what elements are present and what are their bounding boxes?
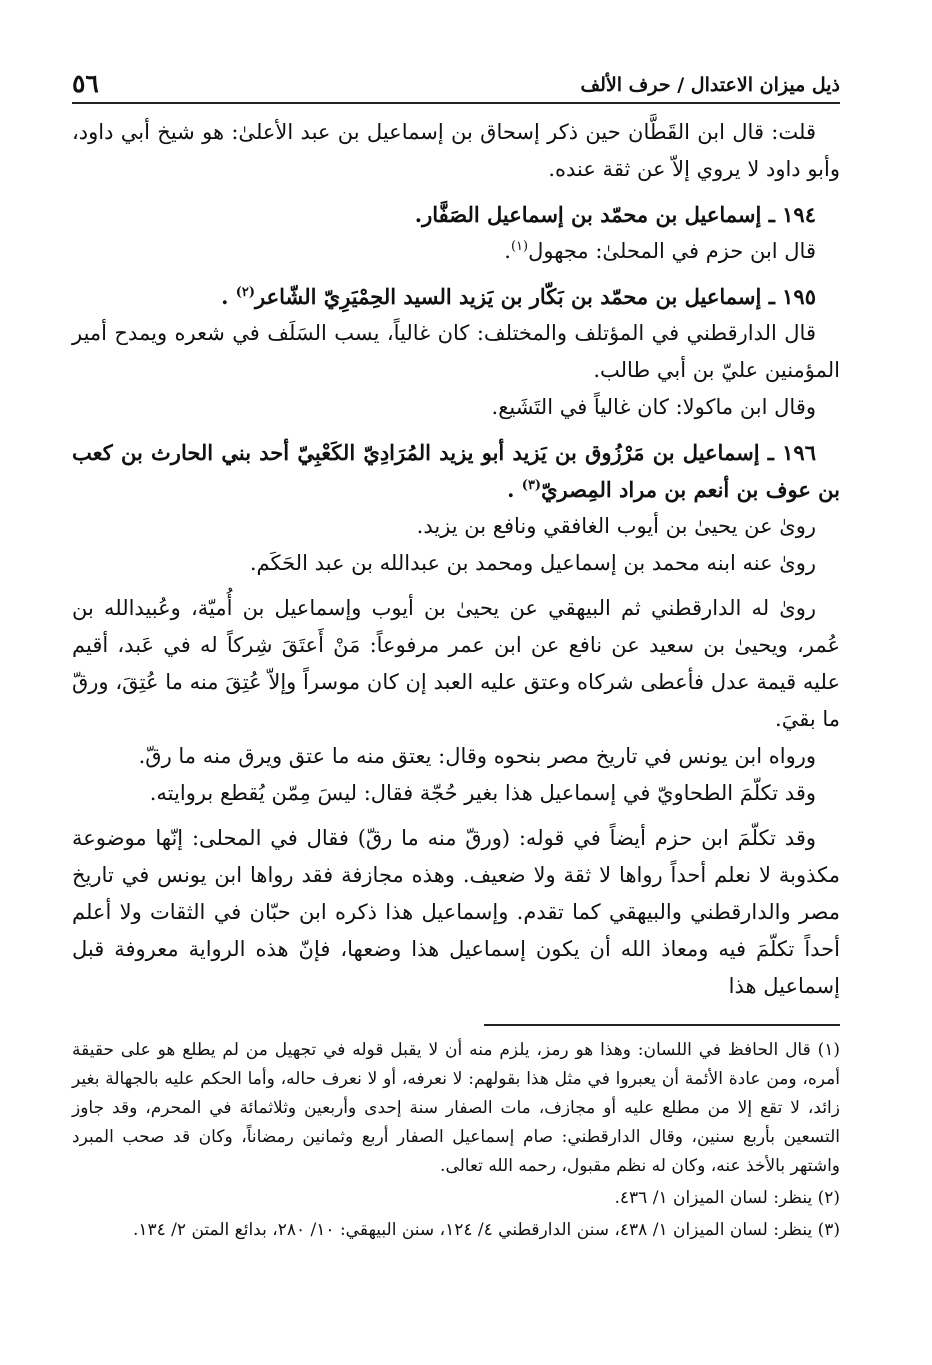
entry-196-heading bbox=[72, 434, 840, 508]
punctuation: . bbox=[221, 284, 229, 309]
paragraph: روىٰ عن يحيىٰ بن أيوب الغافقي ونافع بن يزيد. bbox=[416, 514, 816, 538]
entry-number: ١٩٤ ـ bbox=[768, 202, 816, 227]
entry-number: ١٩٦ ـ bbox=[767, 440, 816, 465]
page-number: ٥٦ bbox=[72, 69, 99, 98]
paragraph: روىٰ عنه ابنه محمد بن إسماعيل ومحمد بن عبدالله بن عبد الحَكَم. bbox=[249, 551, 816, 575]
running-title: ذيل ميزان الاعتدال / حرف الألف bbox=[580, 74, 840, 96]
paragraph: ورواه ابن يونس في تاريخ مصر بنحوه وقال: يعتق منه ما عتق ويرق منه ما رقّ. bbox=[138, 744, 816, 768]
paragraph: قال الدارقطني في المؤتلف والمختلف: كان غالياً، يسب السَلَف في شعره ويمدح أمير المؤمنين عليّ بن أبي طالب. bbox=[72, 321, 840, 382]
main-text bbox=[72, 114, 840, 1005]
entry-195-heading bbox=[72, 278, 840, 315]
paragraph-text: قال ابن حزم في المحلىٰ: مجهول bbox=[528, 239, 816, 263]
paragraph: وقد تكلّمَ ابن حزم أيضاً في قوله: (ورقّ منه ما رقّ) فقال في المحلى: إنّها موضوعة مكذوبة لا نعلم أحداً رواها لا ثقة ولا ضعيف. وهذه مجازفة فقد رواها ابن يونس في تاريخ مصر والدارقطني والبيهقي كما تقدم. وإسماعيل هذا ذكره ابن حبّان في الثقات ولا أعلم أحداً تكلّمَ فيه ومعاذ الله أن يكون إسماعيل هذا وضعها، فإنّ هذه الرواية معروفة قبل إسماعيل هذا bbox=[72, 826, 840, 998]
paragraph: روىٰ له الدارقطني ثم البيهقي عن يحيىٰ بن أيوب وإسماعيل بن أُميّة، وعُبيدالله بن عُمر، ويحيىٰ بن سعيد عن نافع عن ابن عمر مرفوعاً: مَنْ أَعتَقَ شِركاً له في عَبد، أقيم عليه قيمة عدل فأعطى شركاه وعتق عليه العبد إن كان موسراً وإلاّ عُتِقَ منه ما عُتِقَ، ورقّ ما بقيَ. bbox=[72, 596, 840, 731]
paragraph: وقال ابن ماكولا: كان غالياً في التَشَيع. bbox=[491, 395, 816, 419]
entry-name: إسماعيل بن مَرْزُوق بن يَزيد أبو يزيد المُرَادِيّ الكَعْبِيّ أحد بني الحارث بن كعب بن عوف بن أنعم بن مراد المِصريّ bbox=[72, 440, 840, 502]
footnote-divider bbox=[484, 1024, 840, 1026]
entry-194-heading bbox=[72, 196, 840, 233]
footnote-2: (٢) ينظر: لسان الميزان ١/ ٤٣٦. bbox=[614, 1188, 840, 1208]
paragraph: وقد تكلّمَ الطحاويّ في إسماعيل هذا بغير حُجّة فقال: ليسَ مِمّن يُقطع بروايته. bbox=[149, 781, 816, 805]
paragraph bbox=[72, 233, 840, 270]
footnote-ref: (٢) bbox=[235, 285, 255, 300]
paragraph: قلت: قال ابن القَطَّان حين ذكر إسحاق بن إسماعيل بن عبد الأعلىٰ: هو شيخ أبي داود، وأبو داود لا يروي إلاّ عن ثقة عنده. bbox=[72, 120, 840, 181]
entry-number: ١٩٥ ـ bbox=[768, 284, 816, 309]
page-header bbox=[72, 58, 840, 104]
footnote-ref: (٣) bbox=[521, 478, 542, 493]
punctuation: . bbox=[507, 477, 515, 502]
entry-name: إسماعيل بن محمّد بن إسماعيل الصَفَّار. bbox=[414, 202, 762, 227]
footnote-ref: (١) bbox=[510, 239, 529, 254]
footnote-1: (١) قال الحافظ في اللسان: وهذا هو رمز، يلزم منه أن لا يقبل قوله في تجهيل من لم يطلع هو على حقيقة أمره، ومن عادة الأئمة أن يعبروا في مثل هذا بقولهم: لا نعرفه، أو لا نعرف حاله، وأما الحكم عليه بالجهالة بغير زائد، لا تقع إلا من مطلع عليه أو مجازف، مات الصفار سنة إحدى وأربعين وثلاثمائة في المحرم، وقد جاوز التسعين بأربع سنين، وقال الدارقطني: صام إسماعيل الصفار أربع وثمانين رمضاناً، وكان قد صحب المبرد واشتهر بالأخذ عنه، وكان له نظم مقبول، رحمه الله تعالى. bbox=[72, 1040, 840, 1176]
footnotes bbox=[72, 1036, 840, 1248]
punctuation: . bbox=[504, 239, 511, 263]
footnote-3: (٣) ينظر: لسان الميزان ١/ ٤٣٨، سنن الدارقطني ٤/ ١٢٤، سنن البيهقي: ١٠/ ٢٨٠، بدائع المتن ٢/ ١٣٤. bbox=[132, 1220, 840, 1240]
entry-name: إسماعيل بن محمّد بن بَكّار بن يَزيد السيد الحِمْيَرِيّ الشّاعر bbox=[254, 284, 762, 309]
